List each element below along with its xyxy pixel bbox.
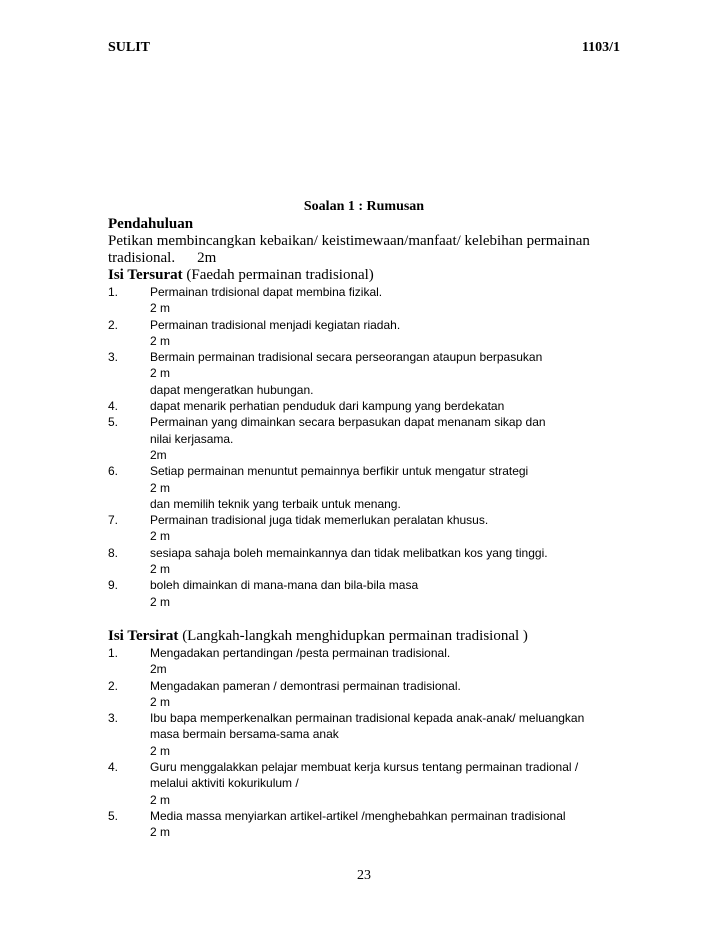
tersurat-heading xyxy=(108,267,620,284)
list-item-text: Mengadakan pertandingan /pesta permainan tradisional. xyxy=(150,645,451,660)
list-item-text: sesiapa sahaja boleh memainkannya dan tidak melibatkan kos yang tinggi. xyxy=(150,545,548,560)
page-title: Soalan 1 : Rumusan xyxy=(303,199,425,214)
pendahuluan-heading: Pendahuluan xyxy=(108,216,194,232)
list-item-number: 5. xyxy=(108,415,119,430)
list-item-text: Permainan trdisional dapat membina fizikal. xyxy=(150,285,383,299)
list-item-line xyxy=(108,545,620,561)
list-item-text: Permainan tradisional juga tidak memerlukan peralatan khusus. xyxy=(150,513,489,528)
list-item-line xyxy=(108,561,620,577)
list-item-text: masa bermain bersama-sama anak xyxy=(150,727,339,742)
list-item-line xyxy=(108,431,620,447)
list-item-text: 2 m xyxy=(150,366,171,381)
list-item-line xyxy=(108,743,620,759)
list-item-line xyxy=(108,496,620,512)
list-item-number: 7. xyxy=(108,513,119,528)
list-item-line xyxy=(108,414,620,430)
page-number: 23 xyxy=(357,868,371,883)
list-item-text: Ibu bapa memperkenalkan permainan tradisional kepada anak-anak/ meluangkan xyxy=(150,711,585,726)
pendahuluan-line-2 xyxy=(108,250,620,267)
list-item-line xyxy=(108,808,620,824)
pendahuluan-line-1: Petikan membincangkan kebaikan/ keistimewaan/manfaat/ kelebihan permainan xyxy=(108,233,590,249)
tersurat-heading-bold: Isi Tersurat xyxy=(108,267,183,283)
list-item-number: 9. xyxy=(108,578,119,593)
list-item-text: Bermain permainan tradisional secara perseorangan ataupun berpasukan xyxy=(150,350,543,365)
list-item-text: melalui aktiviti kokurikulum / xyxy=(150,776,299,791)
list-item-text: 2 m xyxy=(150,301,171,316)
tersirat-list xyxy=(108,645,620,841)
list-item-text: 2 m xyxy=(150,594,171,609)
list-item-line xyxy=(108,775,620,791)
list-item-text: 2 m xyxy=(150,480,171,495)
list-item-text: nilai kerjasama. xyxy=(150,431,234,446)
list-item-line xyxy=(108,678,620,694)
list-item-number: 6. xyxy=(108,464,119,479)
list-item-text: 2 m xyxy=(150,562,171,577)
list-item-line xyxy=(108,382,620,398)
list-item-text: 2 m xyxy=(150,825,171,840)
list-item-text: Permainan yang dimainkan secara berpasukan dapat menanam sikap dan xyxy=(150,415,546,430)
list-item-line xyxy=(108,645,620,661)
list-item-line xyxy=(108,333,620,349)
list-item-line xyxy=(108,726,620,742)
list-item-number: 3. xyxy=(108,711,119,726)
list-item-number: 2. xyxy=(108,678,119,693)
list-item-text: 2 m xyxy=(150,333,171,348)
list-item-line xyxy=(108,365,620,381)
list-item-number: 2. xyxy=(108,317,119,332)
list-item-text: 2 m xyxy=(150,792,171,807)
list-item-line xyxy=(108,463,620,479)
list-item-line xyxy=(108,577,620,593)
list-item-text: dan memilih teknik yang terbaik untuk menang. xyxy=(150,496,401,511)
list-item-text: Guru menggalakkan pelajar membuat kerja kursus tentang permainan tradional / xyxy=(150,760,579,775)
list-item-number: 1. xyxy=(108,645,119,660)
list-item-number: 3. xyxy=(108,350,119,365)
list-item-number: 5. xyxy=(108,808,119,823)
list-item-text: 2m xyxy=(150,662,167,677)
list-item-line xyxy=(108,710,620,726)
list-item-line xyxy=(108,528,620,544)
list-item-text: Media massa menyiarkan artikel-artikel /menghebahkan permainan tradisional xyxy=(150,808,566,823)
list-item-text: 2 m xyxy=(150,694,171,709)
tersirat-heading xyxy=(108,628,620,645)
list-item-line xyxy=(108,594,620,610)
list-item-line xyxy=(108,792,620,808)
list-item-line xyxy=(108,759,620,775)
list-item-line xyxy=(108,480,620,496)
pendahuluan-line-2-text: tradisional. xyxy=(108,250,176,266)
list-item-line xyxy=(108,398,620,414)
document-body xyxy=(108,216,620,841)
tersirat-heading-bold: Isi Tersirat xyxy=(108,627,179,644)
list-item-number: 4. xyxy=(108,760,119,775)
list-item-line xyxy=(108,349,620,365)
tersurat-list xyxy=(108,284,620,610)
list-item-line xyxy=(108,284,620,300)
list-item-text: 2 m xyxy=(150,743,171,758)
list-item-line xyxy=(108,824,620,840)
list-item-text: 2m xyxy=(150,447,167,462)
header-right: 1103/1 xyxy=(581,40,620,55)
pendahuluan-mark: 2m xyxy=(197,250,217,266)
list-item-line xyxy=(108,300,620,316)
list-item-number: 4. xyxy=(108,399,119,414)
list-item-line xyxy=(108,447,620,463)
tersurat-heading-rest: (Faedah permainan tradisional) xyxy=(182,267,374,283)
list-item-line xyxy=(108,512,620,528)
list-item-text: Setiap permainan menuntut pemainnya berfikir untuk mengatur strategi xyxy=(150,464,529,479)
list-item-number: 1. xyxy=(108,285,119,299)
list-item-text: dapat menarik perhatian penduduk dari kampung yang berdekatan xyxy=(150,399,505,414)
header-left: SULIT xyxy=(108,40,151,55)
list-item-text: dapat mengeratkan hubungan. xyxy=(150,382,314,397)
list-item-text: boleh dimainkan di mana-mana dan bila-bila masa xyxy=(150,578,419,593)
list-item-number: 8. xyxy=(108,545,119,560)
list-item-line xyxy=(108,317,620,333)
list-item-line xyxy=(108,694,620,710)
tersirat-heading-rest: (Langkah-langkah menghidupkan permainan tradisional ) xyxy=(178,627,528,644)
list-item-text: Mengadakan pameran / demontrasi permainan tradisional. xyxy=(150,678,461,693)
list-item-text: Permainan tradisional menjadi kegiatan riadah. xyxy=(150,317,401,332)
list-item-line xyxy=(108,661,620,677)
list-item-text: 2 m xyxy=(150,529,171,544)
